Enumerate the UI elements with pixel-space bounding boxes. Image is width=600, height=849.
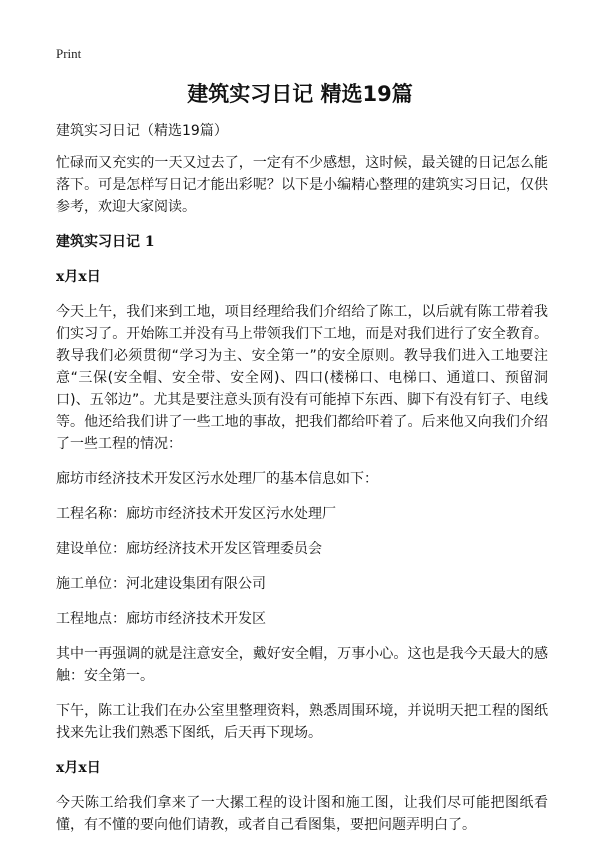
paragraph-8: 下午，陈工让我们在办公室里整理资料，熟悉周围环境，并说明天把工程的图纸找来先让我们熟悉下图纸，后天再下现场。 bbox=[56, 703, 548, 741]
paragraph-4: 建设单位：廊坊经济技术开发区管理委员会 bbox=[56, 541, 322, 557]
entry-date-1: x月x日 bbox=[56, 269, 101, 285]
paragraph-9: 今天陈工给我们拿来了一大摞工程的设计图和施工图，让我们尽可能把图纸看懂，有不懂的要向他们请教，或者自己看图集，要把问题弄明白了。 bbox=[56, 795, 548, 833]
section-heading: 建筑实习日记 1 bbox=[56, 234, 155, 250]
print-link[interactable]: Print bbox=[56, 46, 82, 61]
paragraph-7: 其中一再强调的就是注意安全，戴好安全帽，万事小心。这也是我今天最大的感触：安全第一。 bbox=[56, 646, 548, 684]
paragraph-1: 今天上午，我们来到工地，项目经理给我们介绍给了陈工，以后就有陈工带着我们实习了。开始陈工并没有马上带领我们下工地，而是对我们进行了安全教育。教导我们必须贯彻“学习为主、安全第一”的安全原则。教导我们进入工地要注意“三保(安全帽、安全带、安全网)、四口(楼梯口、电梯口、通道口、预留洞口)、五邻边”。尤其是要注意头顶有没有可能掉下东西、脚下有没有钉子、电线等。他还给我们讲了一些工地的事故，把我们都给吓着了。后来他又向我们介绍了一些工程的情况： bbox=[56, 304, 548, 452]
document-title: 建筑实习日记 精选19篇 bbox=[187, 82, 413, 106]
entry-date-2: x月x日 bbox=[56, 760, 101, 776]
paragraph-3: 工程名称：廊坊市经济技术开发区污水处理厂 bbox=[56, 506, 336, 522]
paragraph-5: 施工单位：河北建设集团有限公司 bbox=[56, 576, 266, 592]
paragraph-2: 廊坊市经济技术开发区污水处理厂的基本信息如下： bbox=[56, 471, 378, 487]
paragraph-6: 工程地点：廊坊市经济技术开发区 bbox=[56, 611, 266, 627]
article-body bbox=[56, 120, 548, 849]
article-subtitle: 建筑实习日记（精选19篇） bbox=[56, 123, 228, 139]
intro-paragraph: 忙碌而又充实的一天又过去了，一定有不少感想，这时候，最关键的日记怎么能落下。可是怎样写日记才能出彩呢？以下是小编精心整理的建筑实习日记，仅供参考，欢迎大家阅读。 bbox=[56, 155, 548, 215]
